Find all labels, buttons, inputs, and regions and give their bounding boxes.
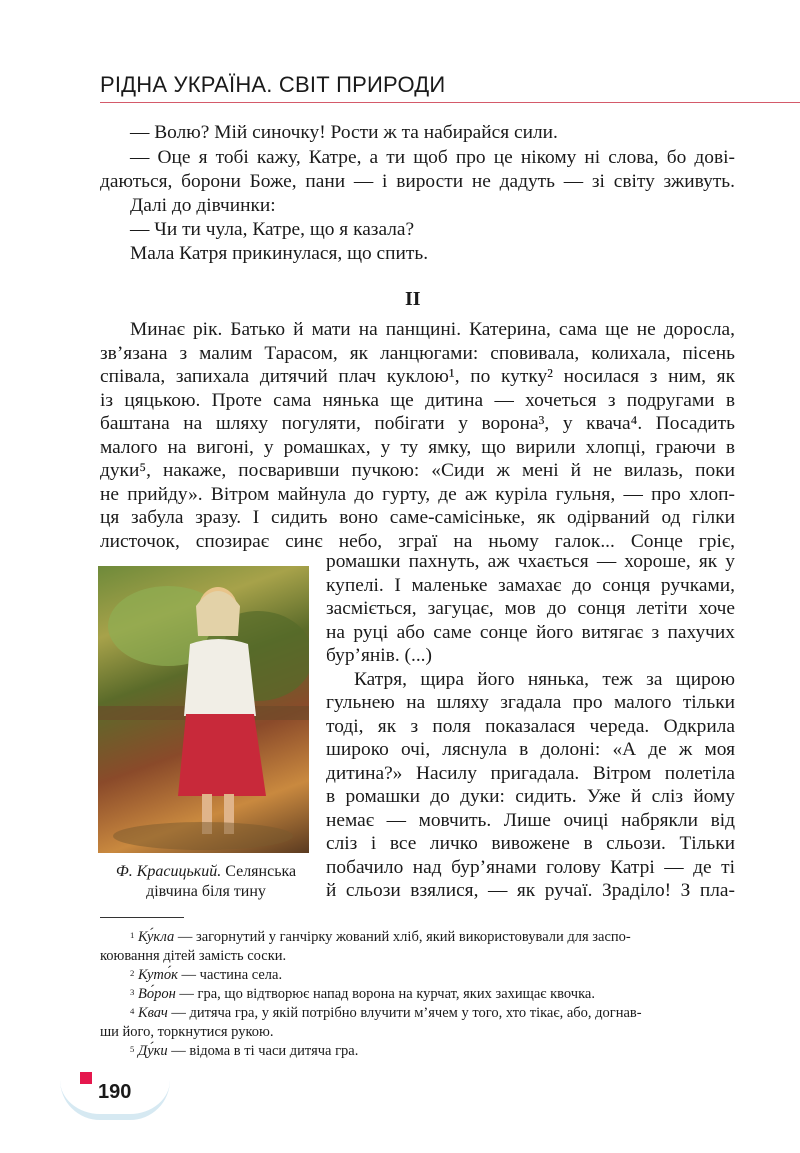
- text-line: немає — мовчить. Лише очиці набрякли від: [326, 809, 735, 831]
- text-line: гульнею на шляху згадала про малого тільки: [326, 692, 735, 713]
- painting-art: [98, 566, 309, 853]
- caption-author: Ф. Красицький.: [115, 863, 222, 880]
- running-header: РІДНА УКРАЇНА. СВІТ ПРИРОДИ: [100, 72, 446, 97]
- footnote-text-cont: коювання дітей замість соски.: [100, 948, 287, 964]
- page-number-marker-icon: [80, 1072, 92, 1084]
- footnote-1: [100, 928, 735, 966]
- painting-illustration: [98, 566, 309, 853]
- text-line: зв’язана з малим Тарасом, як ланцюгами: сповивала, колихала, пісень: [100, 342, 735, 364]
- text-line: купелі. І маленьке замахає до сонця ручками,: [326, 574, 735, 596]
- intro-line: даються, борони Боже, пани — і вирости не дадуть — зі світу зживуть.: [100, 171, 735, 192]
- caption-title-cont: дівчина біля тину: [146, 883, 266, 900]
- footnote-number: 2: [130, 968, 135, 978]
- section-number: II: [405, 288, 421, 310]
- text-line: співала, запихала дитячий плач куклою¹, по кутку² носилася з ним, як: [100, 366, 735, 387]
- intro-line: Мала Катря прикинулася, що спить.: [130, 243, 429, 264]
- text-line: дуки⁵, накаже, посваривши пучкою: «Сиди ж мені й не вилазь, поки: [100, 460, 735, 481]
- footnote-term: Ку́кла: [137, 929, 175, 945]
- text-line: дитина?» Насилу пригадала. Вітром полетіла: [326, 762, 735, 784]
- footnote-rule: [100, 917, 184, 918]
- footnote-number: 1: [130, 930, 135, 940]
- intro-line: Далі до дівчинки:: [130, 195, 276, 216]
- text-line: на руці або саме сонце його витягає з пахучих: [326, 621, 735, 643]
- text-line: бур’янів. (...): [326, 645, 432, 666]
- main-paragraph: [100, 318, 735, 553]
- footnote-number: 4: [130, 1006, 135, 1016]
- text-line: баштана на шляху погуляти, побігати у ворона³, у квача⁴. Посадить: [100, 413, 735, 434]
- intro-line: — Волю? Мій синочку! Рости ж та набирайся сили.: [130, 122, 558, 143]
- text-line: в ромашки до дуки: сидить. Уже й сліз йому: [326, 786, 735, 807]
- text-line: із цяцькою. Проте сама нянька ще дитина — хочеться з подругами в: [100, 389, 735, 411]
- page-number: 190: [98, 1081, 132, 1103]
- footnote-5: [100, 1042, 735, 1061]
- intro-line: — Оце я тобі кажу, Катре, а ти щоб про це нікому ні слова, бо дові-: [130, 147, 735, 168]
- text-line: й сльози взялися, — як ручаї. Зраділо! З пла-: [326, 880, 735, 901]
- right-column-text: [326, 550, 735, 903]
- intro-line: — Чи ти чула, Катре, що я казала?: [130, 219, 415, 240]
- header-rule: [100, 102, 800, 103]
- footnote-2: [100, 966, 735, 985]
- text-line: ця забула зразу. І сидить воно саме-самісіньке, як одірваний од гілки: [100, 507, 735, 528]
- text-line: засміється, загуцає, мов до сонця летіти хоче: [326, 598, 735, 619]
- footnote-term: Ду́ки: [137, 1043, 168, 1059]
- footnote-text-cont: ши його, торкнутися рукою.: [100, 1024, 274, 1040]
- text-line: тоді, як з поля показалася череда. Одкрила: [326, 715, 735, 737]
- caption-title: Селянська: [221, 863, 297, 880]
- text-line: листочок, спозирає синє небо, зграї на ньому галок... Сонце гріє,: [100, 530, 735, 552]
- text-line: ромашки пахнуть, аж чхається — хороше, як у: [326, 551, 735, 572]
- footnote-text: — дитяча гра, у якій потрібно влучити м’ячем у того, хто тікає, або, догнав-: [167, 1005, 642, 1021]
- footnote-4: [100, 1004, 735, 1042]
- text-line: побачило над бур’янами голову Катрі — де ті: [326, 856, 735, 878]
- text-line: малого на вигоні, у ромашках, у ту ямку, що вирили хлопці, граючи в: [100, 436, 735, 458]
- footnote-text: — частина села.: [177, 967, 283, 983]
- footnote-text: — відома в ті часи дитяча гра.: [167, 1043, 359, 1059]
- text-line: не прийду». Вітром майнула до гурту, де аж куріла гульня, — про хлоп-: [100, 483, 735, 505]
- footnote-number: 5: [130, 1044, 135, 1054]
- footnote-text: — гра, що відтворює напад ворона на курчат, яких захищає квочка.: [175, 986, 595, 1002]
- text-line: широко очі, ляснула в долоні: «А де ж моя: [326, 739, 735, 760]
- footnote-term: Куто́к: [137, 967, 178, 983]
- footnote-number: 3: [130, 987, 135, 997]
- text-line: Катря, щира його нянька, теж за щирою: [354, 668, 735, 690]
- footnote-term: Во́рон: [137, 986, 176, 1002]
- text-line: Минає рік. Батько й мати на панщині. Катерина, сама ще не доросла,: [130, 319, 735, 340]
- footnote-term: Квач: [137, 1005, 168, 1021]
- text-line: сліз і все личко вивожене в сльози. Тільки: [326, 833, 735, 854]
- painting-caption: [98, 862, 314, 902]
- footnote-text: — загорнутий у ганчірку жований хліб, який використовували для заспо-: [174, 929, 631, 945]
- footnote-3: [100, 985, 735, 1004]
